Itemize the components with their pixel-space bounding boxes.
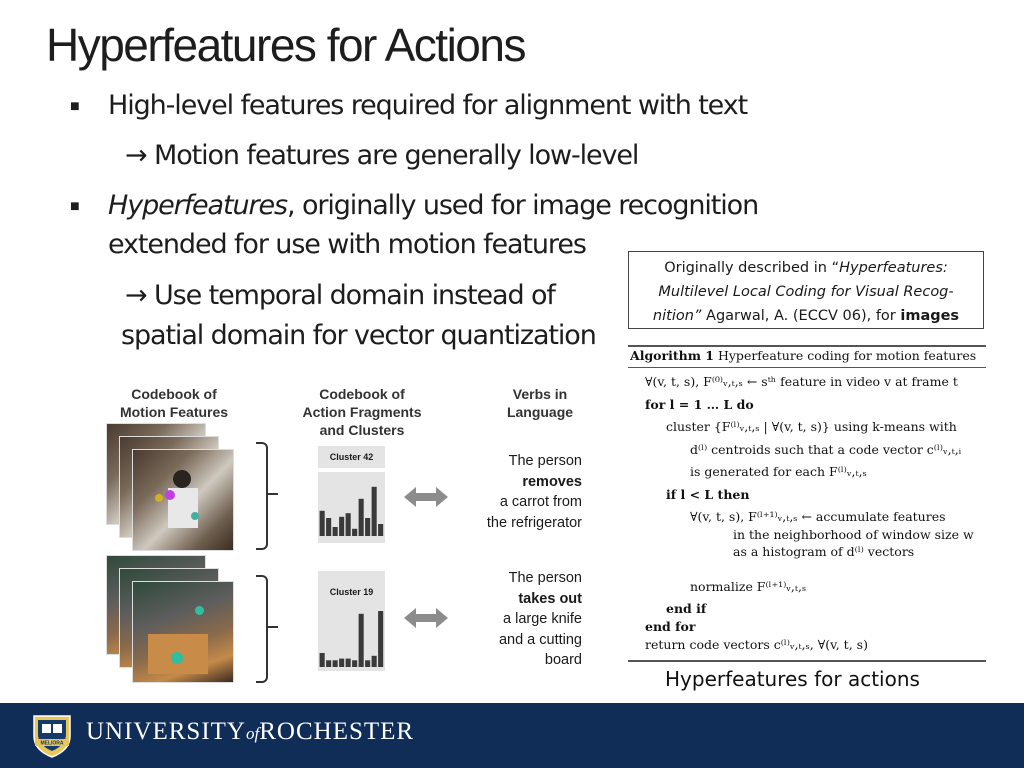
bullet-1-sub: → Motion features are generally low-level (125, 140, 639, 171)
verb-text: The person (508, 570, 582, 586)
double-arrow-icon (404, 606, 448, 630)
callout-target: images (900, 308, 960, 324)
histogram-bar (339, 517, 344, 536)
bracket-2 (256, 575, 268, 683)
header-line: Motion Features (119, 404, 229, 420)
verb-highlight: removes (522, 473, 582, 490)
algo-bottom-rule (628, 660, 986, 662)
algo-line: as a histogram of d⁽ˡ⁾ vectors (733, 544, 915, 559)
verb-text: and a cutting (498, 631, 582, 648)
histogram-bar (333, 660, 338, 667)
histogram-bar (359, 499, 364, 536)
algo-line: ∀(v, t, s), F⁽ˡ⁺¹⁾ᵥ,ₜ,ₛ ← accumulate features (690, 509, 946, 524)
shield-motto: MELIORA (40, 740, 64, 747)
algo-header-rule (628, 367, 986, 368)
algo-header (630, 348, 976, 363)
histogram-bar (372, 656, 377, 667)
histogram-bar (372, 487, 377, 536)
callout-author: Agarwal, A. (ECCV 06), for (701, 308, 901, 324)
bullet-marker-1: ■ (70, 98, 80, 115)
bracket-1-tick (266, 493, 278, 495)
feature-point (155, 494, 163, 502)
algo-line: in the neighborhood of window size w (733, 527, 974, 542)
bullet-2-rest: , originally used for image recognition (286, 190, 759, 221)
verb-text: the refrigerator (486, 514, 582, 531)
verb-sentence-2 (452, 568, 582, 671)
callout-title-c: nition” (652, 308, 702, 324)
bullet-marker-2: ■ (70, 198, 80, 215)
algo-line: cluster {F⁽ˡ⁾ᵥ,ₜ,ₛ | ∀(v, t, s)} using k-means with (666, 419, 957, 434)
feature-point (171, 652, 183, 664)
algo-line: for l = 1 … L do (645, 397, 754, 412)
cluster-42 (318, 446, 385, 543)
bullet-2 (108, 190, 758, 221)
hyperfeatures-term: Hyperfeatures (108, 190, 287, 221)
algo-line: return code vectors c⁽ˡ⁾ᵥ,ₜ,ₛ, ∀(v, t, s) (645, 637, 868, 652)
verb-text: board (544, 652, 582, 669)
bullet-2-line2: extended for use with motion features (108, 229, 586, 260)
verb-text: a large knife (503, 611, 582, 628)
header-motion-features (110, 385, 238, 421)
algo-line: normalize F⁽ˡ⁺¹⁾ᵥ,ₜ,ₛ (690, 579, 807, 594)
bullet-1: High-level features required for alignment with text (108, 90, 748, 121)
cluster-19 (318, 571, 385, 671)
header-line: Language (506, 404, 574, 420)
verb-text: The person (508, 453, 582, 469)
person-head (173, 470, 191, 488)
cluster-19-histogram (318, 607, 385, 667)
histogram-bar (378, 524, 383, 536)
citation-callout (628, 251, 984, 329)
motion-frame-2c (132, 581, 234, 683)
histogram-bar (352, 660, 357, 667)
algo-line: ∀(v, t, s), F⁽⁰⁾ᵥ,ₜ,ₛ ← sᵗʰ feature in video v at frame t (645, 374, 958, 389)
double-arrow-icon (404, 485, 448, 509)
histogram-bar (378, 611, 383, 667)
wordmark-part: UNIVERSITY (86, 718, 246, 745)
histogram-bar (326, 518, 331, 536)
wordmark-part: ROCHESTER (259, 718, 415, 745)
algo-line: end if (666, 601, 707, 616)
histogram-bar (365, 660, 370, 667)
algo-line: is generated for each F⁽ˡ⁾ᵥ,ₜ,ₛ (690, 464, 867, 479)
cluster-label: Cluster 19 (329, 587, 374, 597)
bracket-1 (256, 442, 268, 550)
histogram-bar (365, 518, 370, 536)
verb-highlight: takes out (518, 590, 582, 607)
histogram-bar (339, 659, 344, 667)
header-line: Codebook of (131, 386, 217, 402)
university-shield-icon (30, 712, 74, 758)
histogram-bar (346, 513, 351, 536)
header-action-fragments (292, 385, 432, 439)
histogram-bar (352, 529, 357, 536)
header-line: Codebook of (319, 386, 405, 402)
figure-caption: Hyperfeatures for actions (665, 667, 920, 691)
histogram-bar (333, 527, 338, 536)
bullet-2-sub2: spatial domain for vector quantization (121, 320, 596, 351)
histogram-bar (326, 660, 331, 667)
university-wordmark (86, 718, 414, 746)
callout-prefix: Originally described in “ (664, 260, 840, 276)
header-line: Verbs in (512, 386, 568, 402)
algo-header-label: Algorithm 1 (630, 348, 714, 363)
verb-sentence-1 (452, 451, 582, 533)
histogram-bar (320, 653, 325, 667)
algo-header-text: Hyperfeature coding for motion features (714, 348, 977, 363)
bracket-2-tick (266, 626, 278, 628)
algo-line: d⁽ˡ⁾ centroids such that a code vector c⁽ˡ⁾ᵥ,ₜ,ᵢ (690, 442, 962, 457)
feature-point (191, 512, 199, 520)
header-line: Action Fragments (302, 404, 422, 420)
histogram-bar (346, 659, 351, 667)
header-line: and Clusters (319, 422, 405, 438)
cluster-42-histogram (318, 472, 385, 536)
motion-frame-1c (132, 449, 234, 551)
cluster-label: Cluster 42 (329, 452, 374, 462)
callout-title-b: Multilevel Local Coding for Visual Recog- (658, 284, 954, 300)
bullet-2-sub1: → Use temporal domain instead of (125, 280, 555, 311)
header-verbs (490, 385, 590, 421)
feature-point (195, 606, 204, 615)
callout-title-a: Hyperfeatures: (839, 260, 948, 276)
algo-line: if l < L then (666, 487, 750, 502)
slide-title: Hyperfeatures for Actions (46, 19, 525, 71)
feature-point (165, 490, 175, 500)
algo-line: end for (645, 619, 696, 634)
histogram-bar (320, 511, 325, 536)
histogram-bar (359, 614, 364, 667)
algo-top-rule (628, 345, 986, 347)
verb-text: a carrot from (499, 494, 582, 511)
wordmark-of: of (246, 724, 260, 743)
